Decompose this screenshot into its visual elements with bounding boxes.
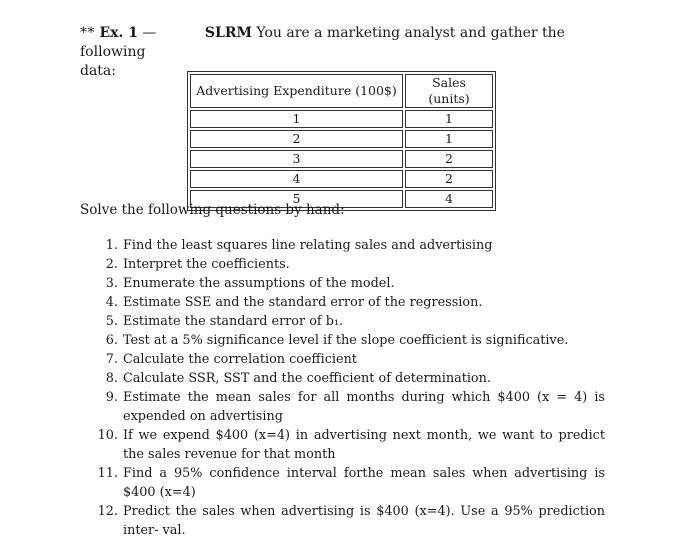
table-cell-sales: 1 (405, 110, 493, 128)
table-cell-advertising: 2 (190, 130, 403, 148)
exercise-topic: SLRM (204, 25, 252, 41)
question-text: Enumerate the assumptions of the model. (123, 276, 395, 291)
question-text: Calculate SSR, SST and the coefficient of determination. (123, 371, 491, 386)
table-cell-sales: 2 (405, 170, 493, 188)
question-text: If we expend $400 (x=4) in advertising next month, we want to predict the sales revenue for that month (123, 428, 605, 462)
question-text: Find the least squares line relating sales and advertising (123, 238, 493, 253)
question-text: Interpret the coefficients. (123, 257, 290, 272)
question-list (97, 236, 605, 540)
list-item (100, 274, 605, 293)
question-number: 8. (105, 371, 118, 386)
instruction-text: Solve the following questions by hand: (80, 202, 345, 218)
exercise-dash: — (142, 25, 157, 41)
exercise-label: Ex. 1 (99, 25, 138, 41)
list-item (100, 369, 605, 388)
exercise-prefix: ** (80, 25, 95, 41)
list-item (97, 426, 605, 464)
table-row (190, 130, 493, 148)
question-number: 12. (97, 504, 118, 519)
list-item (100, 255, 605, 274)
question-number: 6. (105, 333, 118, 348)
table-cell-sales: 1 (405, 130, 493, 148)
list-item (100, 350, 605, 369)
table-cell-advertising: 5 (190, 190, 403, 208)
table-cell-advertising: 4 (190, 170, 403, 188)
list-item (100, 236, 605, 255)
list-item (100, 331, 605, 350)
list-item (100, 388, 605, 426)
question-number: 3. (105, 276, 118, 291)
data-table (187, 71, 496, 211)
question-text: Predict the sales when advertising is $400 (x=4). Use a 95% prediction inter- val. (123, 504, 605, 538)
list-item (100, 293, 605, 312)
table-cell-advertising: 1 (190, 110, 403, 128)
question-text: Estimate SSE and the standard error of the regression. (123, 295, 483, 310)
table-row (190, 170, 493, 188)
column-header-advertising: Advertising Expenditure (100$) (190, 74, 403, 108)
question-number: 1. (105, 238, 118, 253)
column-header-sales: Sales (units) (405, 74, 493, 108)
list-item (100, 312, 605, 331)
question-text: Calculate the correlation coefficient (123, 352, 357, 367)
table-cell-sales: 4 (405, 190, 493, 208)
exercise-intro-continued: data: (80, 63, 116, 79)
table-row (190, 150, 493, 168)
table-cell-advertising: 3 (190, 150, 403, 168)
question-text: Find a 95% confidence interval forthe mean sales when advertising is $400 (x=4) (123, 466, 605, 500)
table-cell-sales: 2 (405, 150, 493, 168)
exercise-intro: You are a marketing analyst and gather the following (80, 25, 565, 60)
list-item (97, 502, 605, 540)
question-text: Estimate the mean sales for all months during which $400 (x = 4) is expended on advertising (123, 390, 605, 424)
table-row (190, 110, 493, 128)
question-number: 11. (97, 466, 118, 481)
question-number: 5. (105, 314, 118, 329)
table-header-row (190, 74, 493, 108)
question-number: 9. (105, 390, 118, 405)
list-item (97, 464, 605, 502)
question-text: Test at a 5% significance level if the slope coefficient is significative. (123, 333, 569, 348)
question-number: 4. (105, 295, 118, 310)
question-number: 10. (97, 428, 118, 443)
question-number: 7. (105, 352, 118, 367)
question-text: Estimate the standard error of b₁. (123, 314, 344, 329)
question-number: 2. (105, 257, 118, 272)
